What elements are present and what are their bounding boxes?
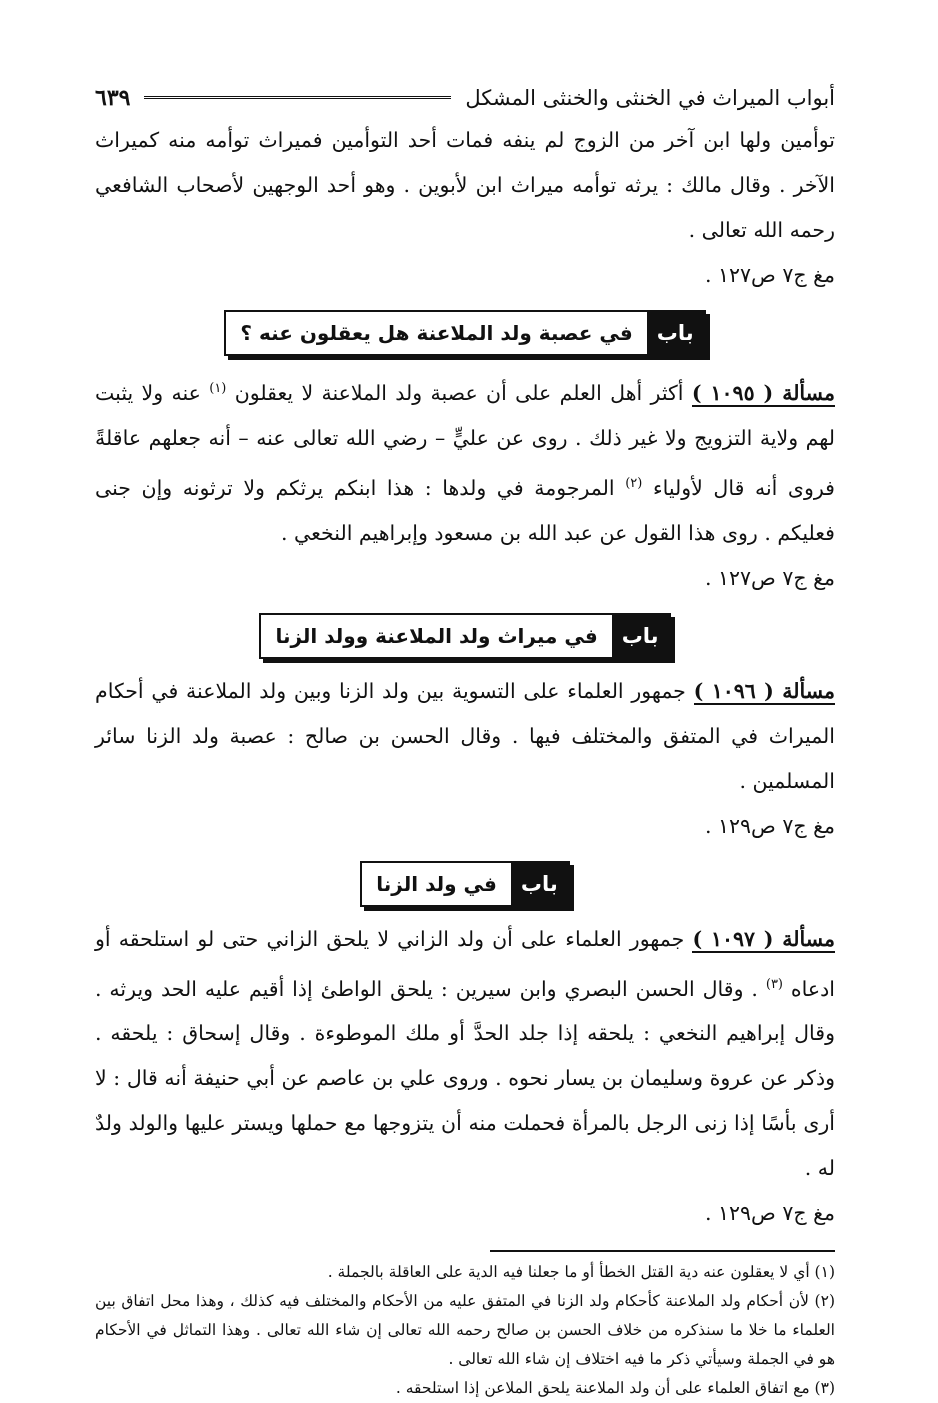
section-2-reference: مغ ج٧ ص١٢٩ . [704, 813, 835, 838]
intro-reference: مغ ج٧ ص١٢٧ . [704, 263, 835, 287]
bab-label: باب [612, 615, 669, 657]
paragraph-text: . وقال الحسن البصري وابن سيرين : يلحق الواطئ إذا أقيم عليه الحد ويرثه . وقال إبراهيم النخعي : يلحقه إذا جلد الحدَّ أو ملك الموطوءة . وقال إسحاق : يلحقه . وذكر عن عروة وسليمان بن يسار نحوه . وروى علي بن عاصم عن أبي حنيفة أنه قال : لا أرى بأسًا إذا زنى الرجل بالمرأة فحملت منه أن يتزوجها مع حملها ويستر عليها والولد ولدٌ له . [95, 976, 835, 1181]
header-title: أبواب الميراث في الخنثى والخنثى المشكل [465, 86, 835, 110]
section-2-paragraph [95, 669, 835, 804]
section-3-reference: مغ ج٧ ص١٢٩ . [704, 1201, 835, 1226]
paragraph-text: المرجومة في ولدها : هذا ابنكم يرثكم ولا ترثونه وإن جنى فعليكم . روى هذا القول عن عبد الله بن مسعود وإبراهيم النخعي . [95, 475, 835, 545]
section-heading [259, 613, 670, 659]
paragraph-text: عنه ولا يثبت لهم ولاية التزويج ولا غير ذلك . روى عن عليٍّ – رضي الله تعالى عنه – أنه جعلهم عاقلةً فروى أنه قال لأولياء [95, 380, 835, 500]
paragraph-text: أكثر أهل العلم على أن عصبة ولد الملاعنة لا يعقلون [234, 380, 684, 405]
section-2-heading-wrap [95, 613, 835, 659]
section-1-heading-wrap [95, 310, 835, 356]
footnote-marker: (٣) [765, 976, 783, 992]
masala-label: مسألة ( ١٠٩٦ ) [693, 678, 835, 703]
section-1-paragraph [95, 366, 835, 556]
footnote-marker: (٢) [625, 475, 643, 491]
footnote-separator [490, 1250, 835, 1252]
section-3-heading-wrap [95, 861, 835, 907]
section-heading [360, 861, 569, 907]
header-rule [144, 96, 451, 101]
footnote-marker: (١) [209, 381, 227, 396]
heading-text: في عصبة ولد الملاعنة هل يعقلون عنه ؟ [240, 321, 633, 345]
bab-label: باب [647, 312, 704, 354]
section-1-reference: مغ ج٧ ص١٢٧ . [704, 565, 835, 590]
heading-text: في ميراث ولد الملاعنة وولد الزنا [275, 623, 598, 648]
masala-label: مسألة ( ١٠٩٧ ) [692, 926, 835, 951]
section-3-paragraph [95, 917, 835, 1192]
masala-label: مسألة ( ١٠٩٥ ) [691, 380, 835, 405]
footnote-1: (١) أي لا يعقلون عنه دية القتل الخطأ أو ما جعلنا فيه الدية على العاقلة بالجملة . [327, 1263, 835, 1282]
heading-text: في ولد الزنا [376, 871, 497, 896]
paragraph-text: جمهور العلماء على أن ولد الزاني لا يلحق الزاني حتى لو استلحقه أو ادعاه [95, 926, 835, 1001]
page-number: ٦٣٩ [95, 85, 131, 111]
footnote-2: (٢) لأن أحكام ولد الملاعنة كأحكام ولد الزنا في المتفق عليه من الأحكام والمختلف فيه كذلك ، وهذا محل اتفاق بين العلماء ما خلا ما سنذكره من خلاف الحسن بن صالح رحمه الله تعالى إن شاء الله تعالى . وهذا التماثل في الأحكام هو في الجملة وسيأتي ذكر ما فيه اختلاف إن شاء الله تعالى . [95, 1292, 835, 1369]
running-header [95, 78, 835, 118]
bab-label: باب [511, 863, 568, 905]
intro-paragraph: توأمين ولها ابن آخر من الزوج لم ينفه فمات أحد التوأمين فميراث توأمه منه كميراث الآخر . وقال مالك : يرثه توأمه ميراث ابن لأبوين . وهو أحد الوجهين لأصحاب الشافعي رحمه الله تعالى . [95, 128, 835, 242]
book-page [95, 78, 835, 1403]
section-heading [224, 310, 705, 356]
paragraph-text: جمهور العلماء على التسوية بين ولد الزنا وبين ولد الملاعنة في أحكام الميراث في المتفق والمختلف فيها . وقال الحسن بن صالح : عصبة ولد الزنا سائر المسلمين . [95, 678, 835, 793]
footnote-3: (٣) مع اتفاق العلماء على أن ولد الملاعنة يلحق الملاعن إذا استلحقه . [395, 1379, 835, 1398]
